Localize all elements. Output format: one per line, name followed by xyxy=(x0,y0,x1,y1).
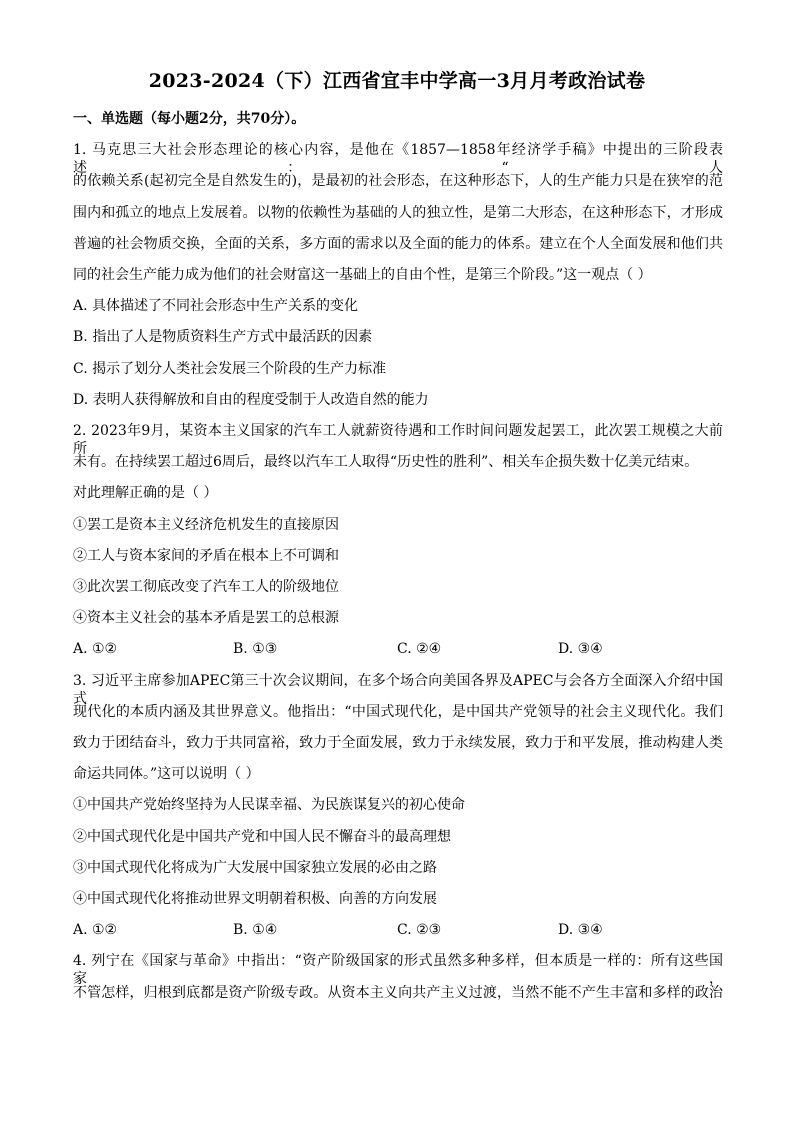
exam-title: 2023-2024（下）江西省宜丰中学高一3月月考政治试卷 xyxy=(148,70,646,92)
choice-b: B. ①④ xyxy=(233,922,278,938)
choice-a: A. ①② xyxy=(73,922,118,938)
statement-item: ②中国式现代化是中国共产党和中国人民不懈奋斗的最高理想 xyxy=(73,829,451,845)
question-text-line: 对此理解正确的是（ ） xyxy=(73,485,218,501)
choice-d: D. ③④ xyxy=(558,641,603,657)
option-a: A. 具体描述了不同社会形态中生产关系的变化 xyxy=(73,298,359,314)
question-text-line: 2. 2023年9月，某资本主义国家的汽车工人就薪资待遇和工作时间问题发起罢工，此次罢工规模之大前所 xyxy=(73,423,723,457)
question-text-line: 致力于团结奋斗，致力于共同富裕，致力于全面发展，致力于永续发展，致力于和平发展，推动构建人类 xyxy=(73,735,723,751)
statement-item: ③此次罢工彻底改变了汽车工人的阶级地位 xyxy=(73,579,339,595)
choice-d: D. ③④ xyxy=(558,922,603,938)
statement-item: ③中国式现代化将成为广大发展中国家独立发展的必由之路 xyxy=(73,860,437,876)
question-text-line: 围内和孤立的地点上发展着。以物的依赖性为基础的人的独立性，是第二大形态，在这种形态下，才形成 xyxy=(73,205,723,221)
question-text-line: 1. 马克思三大社会形态理论的核心内容，是他在《1857—1858年经济学手稿》中提出的三阶段表述：“人 xyxy=(73,142,723,176)
section-heading: 一、单选题（每小题2分，共70分）。 xyxy=(73,111,306,127)
choice-a: A. ①② xyxy=(73,641,118,657)
question-text-line: 3. 习近平主席参加APEC第三十次会议期间，在多个场合向美国各界及APEC与会各方全面深入介绍中国式 xyxy=(73,673,723,707)
question-text-line: 普遍的社会物质交换，全面的关系，多方面的需求以及全面的能力的体系。建立在个人全面发展和他们共 xyxy=(73,236,723,252)
choice-b: B. ①③ xyxy=(233,641,278,657)
option-c: C. 揭示了划分人类社会发展三个阶段的生产力标准 xyxy=(73,361,387,377)
option-d: D. 表明人获得解放和自由的程度受制于人改造自然的能力 xyxy=(73,392,429,408)
question-text-line: 命运共同体。”这可以说明（ ） xyxy=(73,766,260,782)
choice-c: C. ②③ xyxy=(397,922,442,938)
option-b: B. 指出了人是物质资料生产方式中最活跃的因素 xyxy=(73,329,373,345)
statement-item: ④资本主义社会的基本矛盾是罢工的总根源 xyxy=(73,610,339,626)
statement-item: ②工人与资本家间的矛盾在根本上不可调和 xyxy=(73,548,339,564)
statement-item: ④中国式现代化将推动世界文明朝着积极、向善的方向发展 xyxy=(73,891,437,907)
question-text-line: 不管怎样，归根到底都是资产阶级专政。从资本主义向共产主义过渡，当然不能不产生丰富和多样的政治 xyxy=(73,985,723,1001)
question-text-line: 4. 列宁在《国家与革命》中指出：“资产阶级国家的形式虽然多种多样，但本质是一样的：所有这些国家， xyxy=(73,953,723,987)
choice-c: C. ②④ xyxy=(397,641,442,657)
question-text-line: 未有。在持续罢工超过6周后，最终以汽车工人取得“历史性的胜利”、相关车企损失数十亿美元结束。 xyxy=(73,454,699,470)
question-text-line: 同的社会生产能力成为他们的社会财富这一基础上的自由个性，是第三个阶段。”这一观点（ ） xyxy=(73,267,652,283)
question-text-line: 现代化的本质内涵及其世界意义。他指出：“中国式现代化，是中国共产党领导的社会主义现代化。我们 xyxy=(73,704,723,720)
question-text-line: 的依赖关系(起初完全是自然发生的)，是最初的社会形态，在这种形态下，人的生产能力只是在狭窄的范 xyxy=(73,173,723,189)
statement-item: ①中国共产党始终坚持为人民谋幸福、为民族谋复兴的初心使命 xyxy=(73,797,465,813)
statement-item: ①罢工是资本主义经济危机发生的直接原因 xyxy=(73,517,339,533)
